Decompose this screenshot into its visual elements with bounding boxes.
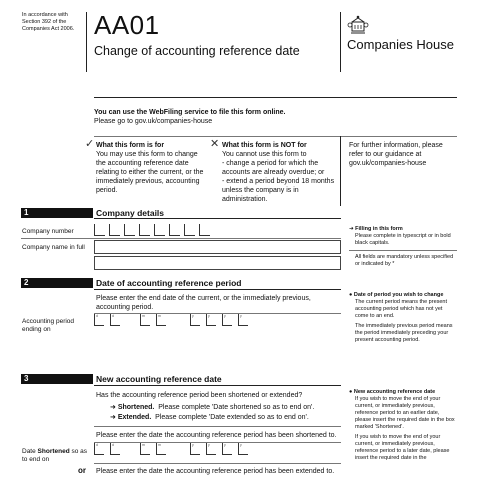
extended-instruction-rule	[94, 463, 341, 464]
section-2-note-text-2: The immediately previous period means the period immediately preceding your present accounting period.	[355, 323, 453, 343]
company-number-label: Company number	[22, 228, 74, 235]
date-cell[interactable]: y	[190, 314, 200, 326]
what-for-title: What this form is for	[96, 142, 165, 149]
extended-option: ➜ Extended. Please complete 'Date extended so as to end on'.	[110, 414, 309, 421]
what-for-text: You may use this form to change the accounting reference date relating to either the current, or the immediately previous, accounting period.	[96, 151, 204, 194]
section-2-note	[349, 292, 457, 344]
not-for-item-2: - extend a period beyond 18 months unless the company is in administration.	[222, 178, 335, 203]
date-cell[interactable]: y	[238, 443, 248, 455]
section-1-note	[349, 226, 457, 268]
date-cell[interactable]: y	[206, 314, 216, 326]
date-cell[interactable]: m	[156, 443, 166, 455]
company-number-cell[interactable]	[94, 224, 105, 236]
arrow-icon: ➜	[110, 404, 118, 411]
or-separator: or	[78, 466, 86, 475]
section-3-note-text-1: If you wish to move the end of your current, or immediately previous, reference period to an earlier date, please insert the required date in the box marked 'Shortened'.	[355, 396, 455, 430]
date-cell[interactable]: m	[140, 443, 150, 455]
shortened-option: ➜ Shortened. Please complete 'Date shortened so as to end on'.	[110, 404, 315, 411]
info-bullet-icon: ●	[349, 389, 354, 395]
section-1-note-text-2: All fields are mandatory unless specified or indicated by *	[349, 250, 457, 268]
date-cell[interactable]: m	[140, 314, 150, 326]
date-cell[interactable]: y	[238, 314, 248, 326]
royal-crest-icon	[347, 15, 369, 35]
company-name-label: Company name in full	[22, 244, 85, 251]
arrow-icon: ➜	[349, 226, 356, 232]
not-for-intro: You cannot use this form to	[222, 151, 307, 158]
further-info: For further information, please refer to our guidance at gov.uk/companies-house	[349, 142, 443, 167]
company-number-cell[interactable]	[139, 224, 150, 236]
companies-house-logo: Companies House	[347, 37, 454, 52]
date-cell[interactable]: y	[190, 443, 200, 455]
date-cell[interactable]: d	[94, 314, 104, 326]
section-3-rule	[94, 385, 341, 386]
section-2-note-title: ● Date of period you wish to change	[349, 292, 444, 298]
company-number-cell[interactable]	[199, 224, 210, 236]
date-cell[interactable]: d	[110, 314, 120, 326]
company-name-input-1[interactable]	[94, 240, 341, 254]
date-cell[interactable]: d	[110, 443, 120, 455]
date-cell[interactable]: y	[222, 443, 232, 455]
info-bullet-icon: ●	[349, 292, 354, 298]
date-cell[interactable]: y	[206, 443, 216, 455]
date-cell[interactable]: d	[94, 443, 104, 455]
section-1-number: 1	[21, 208, 93, 218]
info-divider	[340, 136, 341, 206]
shortened-instruction-rule	[94, 442, 341, 443]
section-2-instruction: Please enter the end date of the current, or the immediately previous, accounting period.	[96, 295, 311, 311]
section-2-number: 2	[21, 278, 93, 288]
section-1-note-title: ➜ Filling in this form	[349, 226, 403, 232]
section-2-title: Date of accounting reference period	[96, 278, 242, 288]
arrow-icon: ➜	[110, 414, 118, 421]
section-1-title: Company details	[96, 208, 165, 218]
date-cell[interactable]: m	[156, 314, 166, 326]
company-number-cell[interactable]	[109, 224, 120, 236]
company-number-cell[interactable]	[169, 224, 180, 236]
cross-icon: ✕	[210, 138, 220, 150]
form-code: AA01	[94, 10, 160, 40]
header-divider	[86, 12, 87, 72]
section-2-rule	[94, 289, 341, 290]
section-3-note-text-2: If you wish to move the end of your current, or immediately previous, reference period to a later date, please insert the required date in the	[355, 434, 450, 461]
section-3-note	[349, 389, 457, 462]
section-1-note-text-1: Please complete in typescript or in bold black capitals.	[355, 233, 451, 246]
section-2-instruction-rule	[94, 313, 341, 314]
company-name-input-2[interactable]	[94, 256, 341, 270]
extended-instruction: Please enter the date the accounting reference period has been extended to.	[96, 468, 335, 475]
company-number-cell[interactable]	[124, 224, 135, 236]
shortened-instruction: Please enter the date the accounting reference period has been shortened to.	[96, 432, 337, 439]
company-number-cell[interactable]	[154, 224, 165, 236]
header-divider-right	[340, 12, 341, 72]
company-number-cell[interactable]	[184, 224, 195, 236]
section-2-note-text-1: The current period means the present accounting period which has not yet come to an end.	[355, 299, 448, 319]
webfiling-line-1: You can use the WebFiling service to file this form online.	[94, 109, 286, 116]
section-3-note-title: ● New accounting reference date	[349, 389, 436, 395]
date-shortened-label: Date Shortened so as to end on	[22, 448, 88, 463]
section-3-title: New accounting reference date	[96, 374, 222, 384]
info-rule	[94, 136, 457, 137]
section-3-number: 3	[21, 374, 93, 384]
accounting-period-label: Accounting period ending on	[22, 318, 75, 333]
webfiling-link[interactable]: Please go to gov.uk/companies-house	[94, 118, 213, 125]
section-3-question-rule	[94, 426, 341, 427]
checkmark-icon: ✓	[85, 138, 95, 150]
company-number-rule	[21, 238, 341, 239]
not-for-title: What this form is NOT for	[222, 142, 307, 149]
legal-reference: In accordance with Section 392 of the Companies Act 2006.	[22, 12, 75, 32]
section-3-question: Has the accounting reference period been shortened or extended?	[96, 392, 303, 399]
form-title: Change of accounting reference date	[94, 44, 300, 58]
section-1-rule	[94, 218, 341, 219]
webfiling-rule	[94, 97, 457, 98]
not-for-item-1: - change a period for which the accounts are already overdue; or	[222, 160, 325, 176]
date-cell[interactable]: y	[222, 314, 232, 326]
